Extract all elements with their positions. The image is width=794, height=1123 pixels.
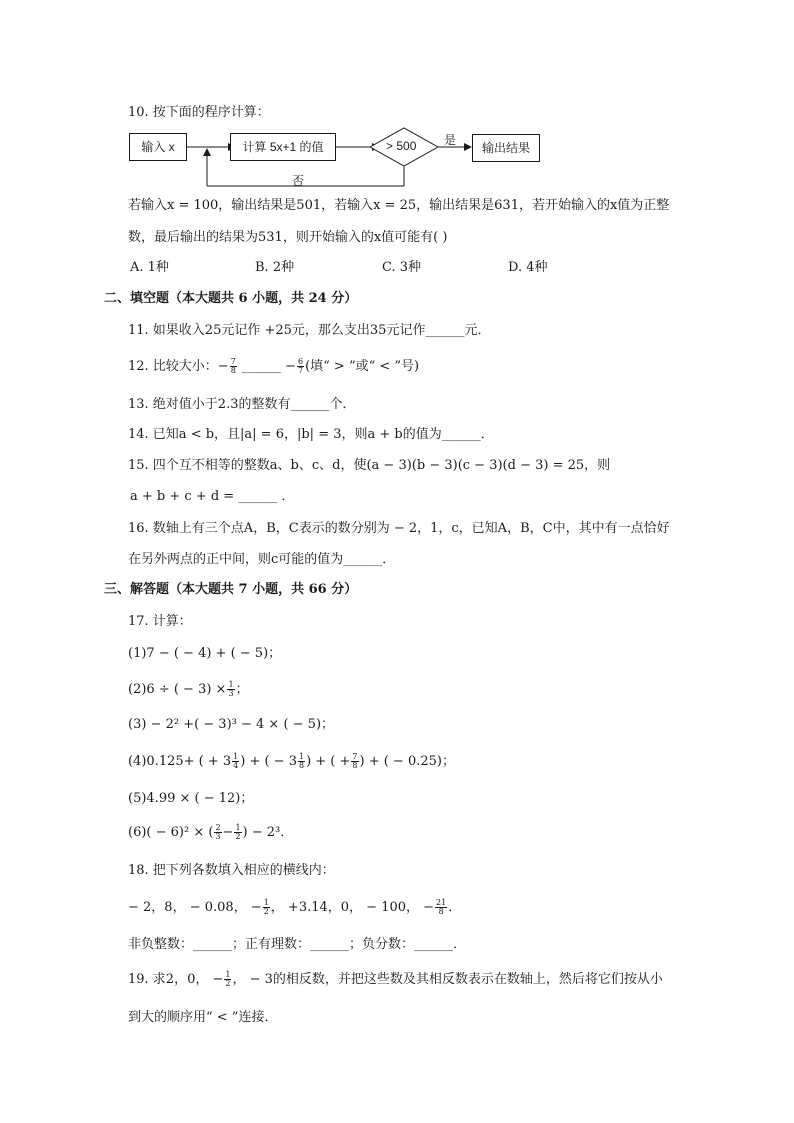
flow-output-box: 输出结果 — [472, 134, 540, 162]
q17-stem: 17. 计算： — [128, 614, 192, 629]
flow-no-label: 否 — [292, 174, 305, 188]
q10-option-c: C. 3种 — [382, 260, 422, 275]
q19-line1: 19. 求2，0， − $\frac{1}{2}$ ， − 3的相反数，并把这些数及其相反数表示在数轴上，然后将它们按从小 — [128, 970, 663, 988]
q15-line2: a + b + c + d = ______ ． — [130, 489, 295, 504]
q12: 12. 比较大小：− $\frac{7}{8}$ ______ − $\frac{6}{7}$ (填“ > ”或“ < ”号) — [128, 357, 420, 375]
fraction: $\frac{2}{3}$ — [215, 823, 221, 841]
q17-part3: (3) − 2² +( − 3)³ − 4 × ( − 5)； — [128, 717, 335, 732]
q15-line1: 15. 四个互不相等的整数a、b、c、d，使(a − 3)(b − 3)(c − 3)(d − 3) = 25，则 — [128, 458, 611, 473]
fraction: $\frac{1}{4}$ — [233, 752, 239, 770]
q17-part1: (1)7 − ( − 4) + ( − 5)； — [128, 646, 282, 661]
fraction: $\frac{7}{8}$ — [352, 752, 358, 770]
flow-yes-label: 是 — [444, 133, 457, 147]
q10-option-a: A. 1种 — [130, 260, 169, 275]
section2-title: 二、填空题（本大题共 6 小题，共 24 分） — [104, 291, 358, 306]
q10-stem: 10. 按下面的程序计算： — [128, 105, 270, 120]
q10-text-line1: 若输入x = 100，输出结果是501，若输入x = 25，输出结果是631，若开始输入的x值为正整 — [128, 198, 670, 213]
flow-condition: > 500 — [386, 139, 417, 153]
fraction: $\frac{1}{2}$ — [225, 970, 231, 988]
fraction: $\frac{6}{7}$ — [297, 357, 304, 375]
fraction: $\frac{1}{8}$ — [298, 752, 305, 770]
q10-text-line2: 数，最后输出的结果为531，则开始输入的x值可能有( ) — [128, 230, 448, 245]
q14: 14. 已知a < b，且|a| = 6，|b| = 3，则a + b的值为______． — [128, 427, 494, 442]
fraction: $\frac{21}{8}$ — [436, 898, 447, 916]
q16-line2: 在另外两点的正中间，则c可能的值为______． — [128, 552, 396, 567]
q13: 13. 绝对值小于2.3的整数有______个． — [128, 397, 356, 412]
fraction: $\frac{1}{2}$ — [263, 898, 269, 916]
q19-line2: 到大的顺序用“ < ”连接． — [128, 1010, 278, 1025]
flow-compute-box: 计算 5x+1 的值 — [230, 133, 336, 161]
q18-numbers: − 2，8， − 0.08， − $\frac{1}{2}$ ， +3.14，0， − 100， − $\frac{21}{8}$ ． — [128, 898, 462, 916]
section3-title: 三、解答题（本大题共 7 小题，共 66 分） — [104, 582, 358, 597]
q11: 11. 如果收入25元记作 +25元，那么支出35元记作______元． — [128, 323, 491, 338]
q17-part5: (5)4.99 × ( − 12)； — [128, 791, 254, 806]
q16-line1: 16. 数轴上有三个点A，B，C表示的数分别为 − 2，1，c，已知A，B，C中，其中有一点恰好 — [128, 521, 670, 536]
fraction: $\frac{1}{3}$ — [228, 680, 234, 698]
q18-categories: 非负整数：______；正有理数：______；负分数：______． — [128, 937, 467, 952]
q10-option-b: B. 2种 — [255, 260, 295, 275]
q10-option-d: D. 4种 — [508, 260, 548, 275]
q17-part4: (4)0.125+ ( + 3 $\frac{1}{4}$ ) + ( − 3 $\frac{1}{8}$ ) + ( + $\frac{7}{8}$ ) + ( − 0.25)； — [128, 752, 455, 770]
flow-input-box: 输入 x — [129, 133, 187, 161]
q17-part6: (6)( − 6)² × ( $\frac{2}{3}$ − $\frac{1}{2}$ ) − 2³． — [128, 823, 294, 841]
q18-stem: 18. 把下列各数填入相应的横线内： — [128, 863, 335, 878]
q17-part2: (2)6 ÷ ( − 3) × $\frac{1}{3}$ ； — [128, 680, 249, 698]
fraction: $\frac{7}{8}$ — [230, 357, 236, 375]
fraction: $\frac{1}{2}$ — [235, 823, 241, 841]
